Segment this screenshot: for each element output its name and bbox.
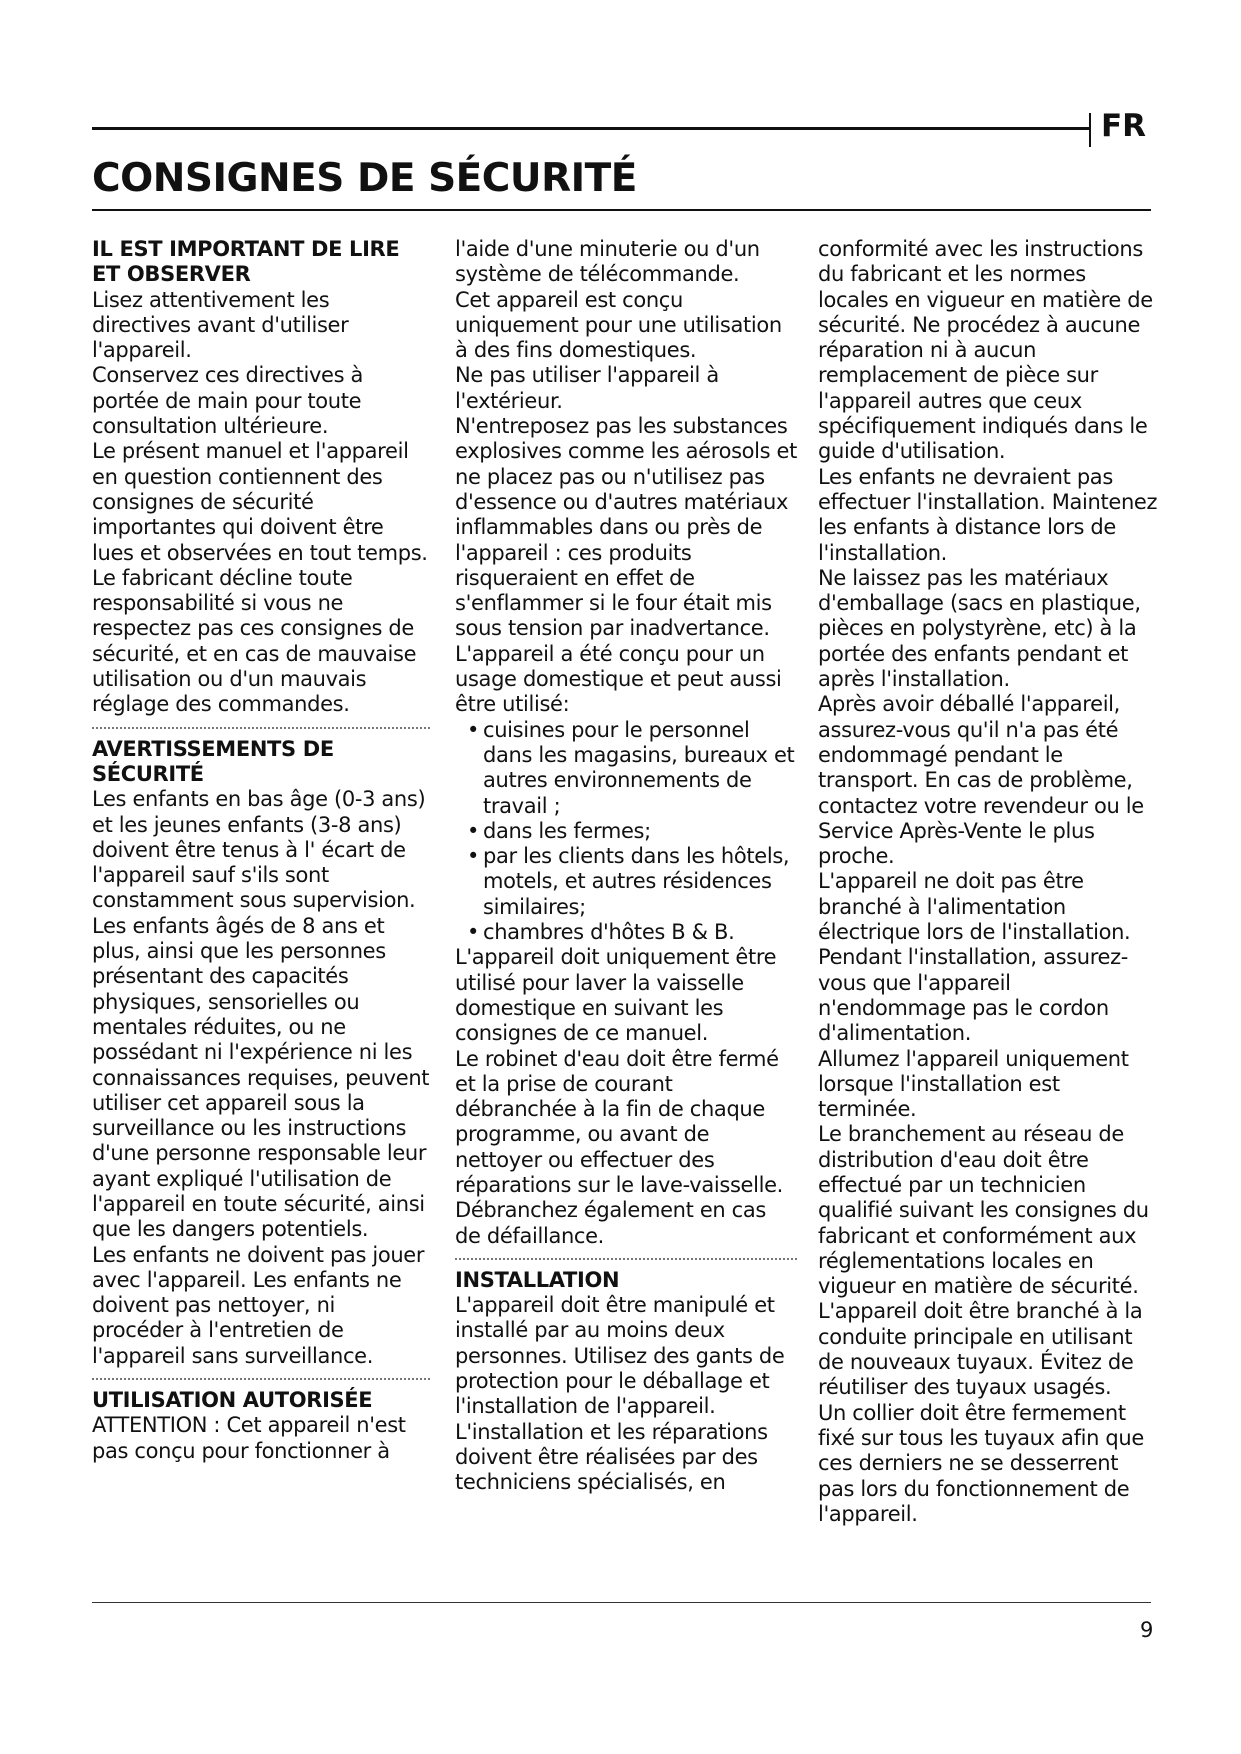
column-3 — [818, 237, 1158, 1527]
list-item: • dans les fermes; — [455, 819, 797, 844]
paragraph: L'installation et les réparations doivent être réalisées par des techniciens spécialisés, en — [455, 1419, 768, 1495]
paragraph: L'appareil doit uniquement être utilisé pour laver la vaisselle domestique en suivant les consignes de ce manuel. — [455, 945, 777, 1046]
paragraph: conformité avec les instructions du fabricant et les normes locales en vigueur en matière de sécurité. Ne procédez à aucune réparation ni à aucun remplacement de pièce sur l'appareil autres que ceux spécifiquement indiqués dans le guide d'utilisation. — [818, 237, 1153, 464]
list-item: • chambres d'hôtes B & B. — [455, 920, 797, 945]
language-code: FR — [1101, 108, 1147, 144]
section-separator — [92, 1378, 430, 1380]
paragraph: Les enfants âgés de 8 ans et plus, ainsi que les personnes présentant des capacités physiques, sensorielles ou mentales réduites, ou ne possédant ni l'expérience ni les connaissances requises, peuvent utiliser cet appareil sous la surveillance ou les instructions d'une personne responsable leur ayant expliqué l'utilisation de l'appareil en toute sécurité, ainsi que les dangers potentiels. — [92, 913, 430, 1242]
section-separator — [92, 727, 430, 729]
title-rule — [92, 209, 1151, 211]
paragraph: L'appareil doit être branché à la conduite principale en utilisant de nouveaux tuyaux. Évitez de réutiliser des tuyaux usagés. — [818, 1299, 1143, 1400]
paragraph: Lisez attentivement les directives avant d'utiliser l'appareil. — [92, 287, 349, 363]
paragraph: Après avoir déballé l'appareil, assurez-vous qu'il n'a pas été endommagé pendant le transport. En cas de problème, contactez votre revendeur ou le Service Après-Vente le plus proche. — [818, 692, 1144, 869]
paragraph: L'appareil doit être manipulé et installé par au moins deux personnes. Utilisez des gants de protection pour le déballage et l'installation de l'appareil. — [455, 1293, 785, 1419]
paragraph: Le présent manuel et l'appareil en question contiennent des consignes de sécurité importantes qui doivent être lues et observées en tout temps. — [92, 439, 428, 565]
paragraph: ATTENTION : Cet appareil n'est pas conçu pour fonctionner à — [92, 1413, 406, 1463]
paragraph: Ne laissez pas les matériaux d'emballage (sacs en plastique, pièces en polystyrène, etc) à la portée des enfants pendant et après l'installation. — [818, 565, 1141, 692]
paragraph: Le fabricant décline toute responsabilité si vous ne respectez pas ces consignes de sécurité, et en cas de mauvaise utilisation ou d'un mauvais réglage des commandes. — [92, 565, 417, 717]
paragraph: l'aide d'une minuterie ou d'un système de télécommande. — [455, 237, 760, 287]
paragraph: Les enfants en bas âge (0-3 ans) et les jeunes enfants (3-8 ans) doivent être tenus à l' écart de l'appareil sauf s'ils sont constamment sous supervision. — [92, 787, 426, 913]
paragraph: Les enfants ne devraient pas effectuer l'installation. Maintenez les enfants à distance lors de l'installation. — [818, 464, 1158, 565]
section-heading-important: IL EST IMPORTANT DE LIRE ET OBSERVER — [92, 237, 400, 287]
header-rule — [92, 127, 1089, 130]
paragraph: Cet appareil est conçu uniquement pour une utilisation à des fins domestiques. — [455, 287, 782, 363]
footer-rule — [92, 1602, 1151, 1603]
paragraph: Les enfants ne doivent pas jouer avec l'appareil. Les enfants ne doivent pas nettoyer, ni procéder à l'entretien de l'appareil sans surveillance. — [92, 1242, 425, 1368]
paragraph: Ne pas utiliser l'appareil à l'extérieur. — [455, 363, 719, 413]
paragraph: N'entreposez pas les substances explosives comme les aérosols et ne placez pas ou n'utilisez pas d'essence ou d'autres matériaux inflammables dans ou près de l'appareil : ces produits risqueraient en effet de s'enflammer si le four était mis sous tension par inadvertance. — [455, 414, 798, 641]
usage-list — [455, 718, 797, 946]
page-number: 9 — [1140, 1618, 1154, 1642]
paragraph: Un collier doit être fermement fixé sur tous les tuyaux afin que ces derniers ne se desserrent pas lors du fonctionnement de l'appareil. — [818, 1400, 1144, 1526]
paragraph: Allumez l'appareil uniquement lorsque l'installation est terminée. — [818, 1046, 1129, 1122]
section-heading-warnings: AVERTISSEMENTS DE SÉCURITÉ — [92, 736, 334, 786]
paragraph: Conservez ces directives à portée de main pour toute consultation ultérieure. — [92, 363, 364, 439]
paragraph: Le robinet d'eau doit être fermé et la prise de courant débranchée à la fin de chaque programme, ou avant de nettoyer ou effectuer des réparations sur le lave-vaisselle. Débranchez également en cas de défaillance. — [455, 1046, 783, 1248]
paragraph: L'appareil a été conçu pour un usage domestique et peut aussi être utilisé: — [455, 641, 782, 717]
paragraph: Le branchement au réseau de distribution d'eau doit être effectué par un technicien qualifié suivant les consignes du fabricant et conformément aux réglementations locales en vigueur en matière de sécurité. — [818, 1122, 1149, 1299]
paragraph: L'appareil ne doit pas être branché à l'alimentation électrique lors de l'installation. — [818, 869, 1131, 945]
language-divider — [1089, 113, 1091, 147]
section-heading-authorized-use: UTILISATION AUTORISÉE — [92, 1388, 373, 1413]
column-1 — [92, 237, 430, 1464]
paragraph: Pendant l'installation, assurez-vous que l'appareil n'endommage pas le cordon d'alimentation. — [818, 945, 1129, 1046]
list-item: • par les clients dans les hôtels, motels, et autres résidences similaires; — [455, 844, 797, 920]
list-item: • cuisines pour le personnel dans les magasins, bureaux et autres environnements de travail ; — [455, 718, 797, 819]
column-2 — [455, 237, 797, 1496]
page-title: CONSIGNES DE SÉCURITÉ — [92, 156, 637, 201]
section-separator — [455, 1258, 797, 1260]
section-heading-installation: INSTALLATION — [455, 1267, 620, 1292]
